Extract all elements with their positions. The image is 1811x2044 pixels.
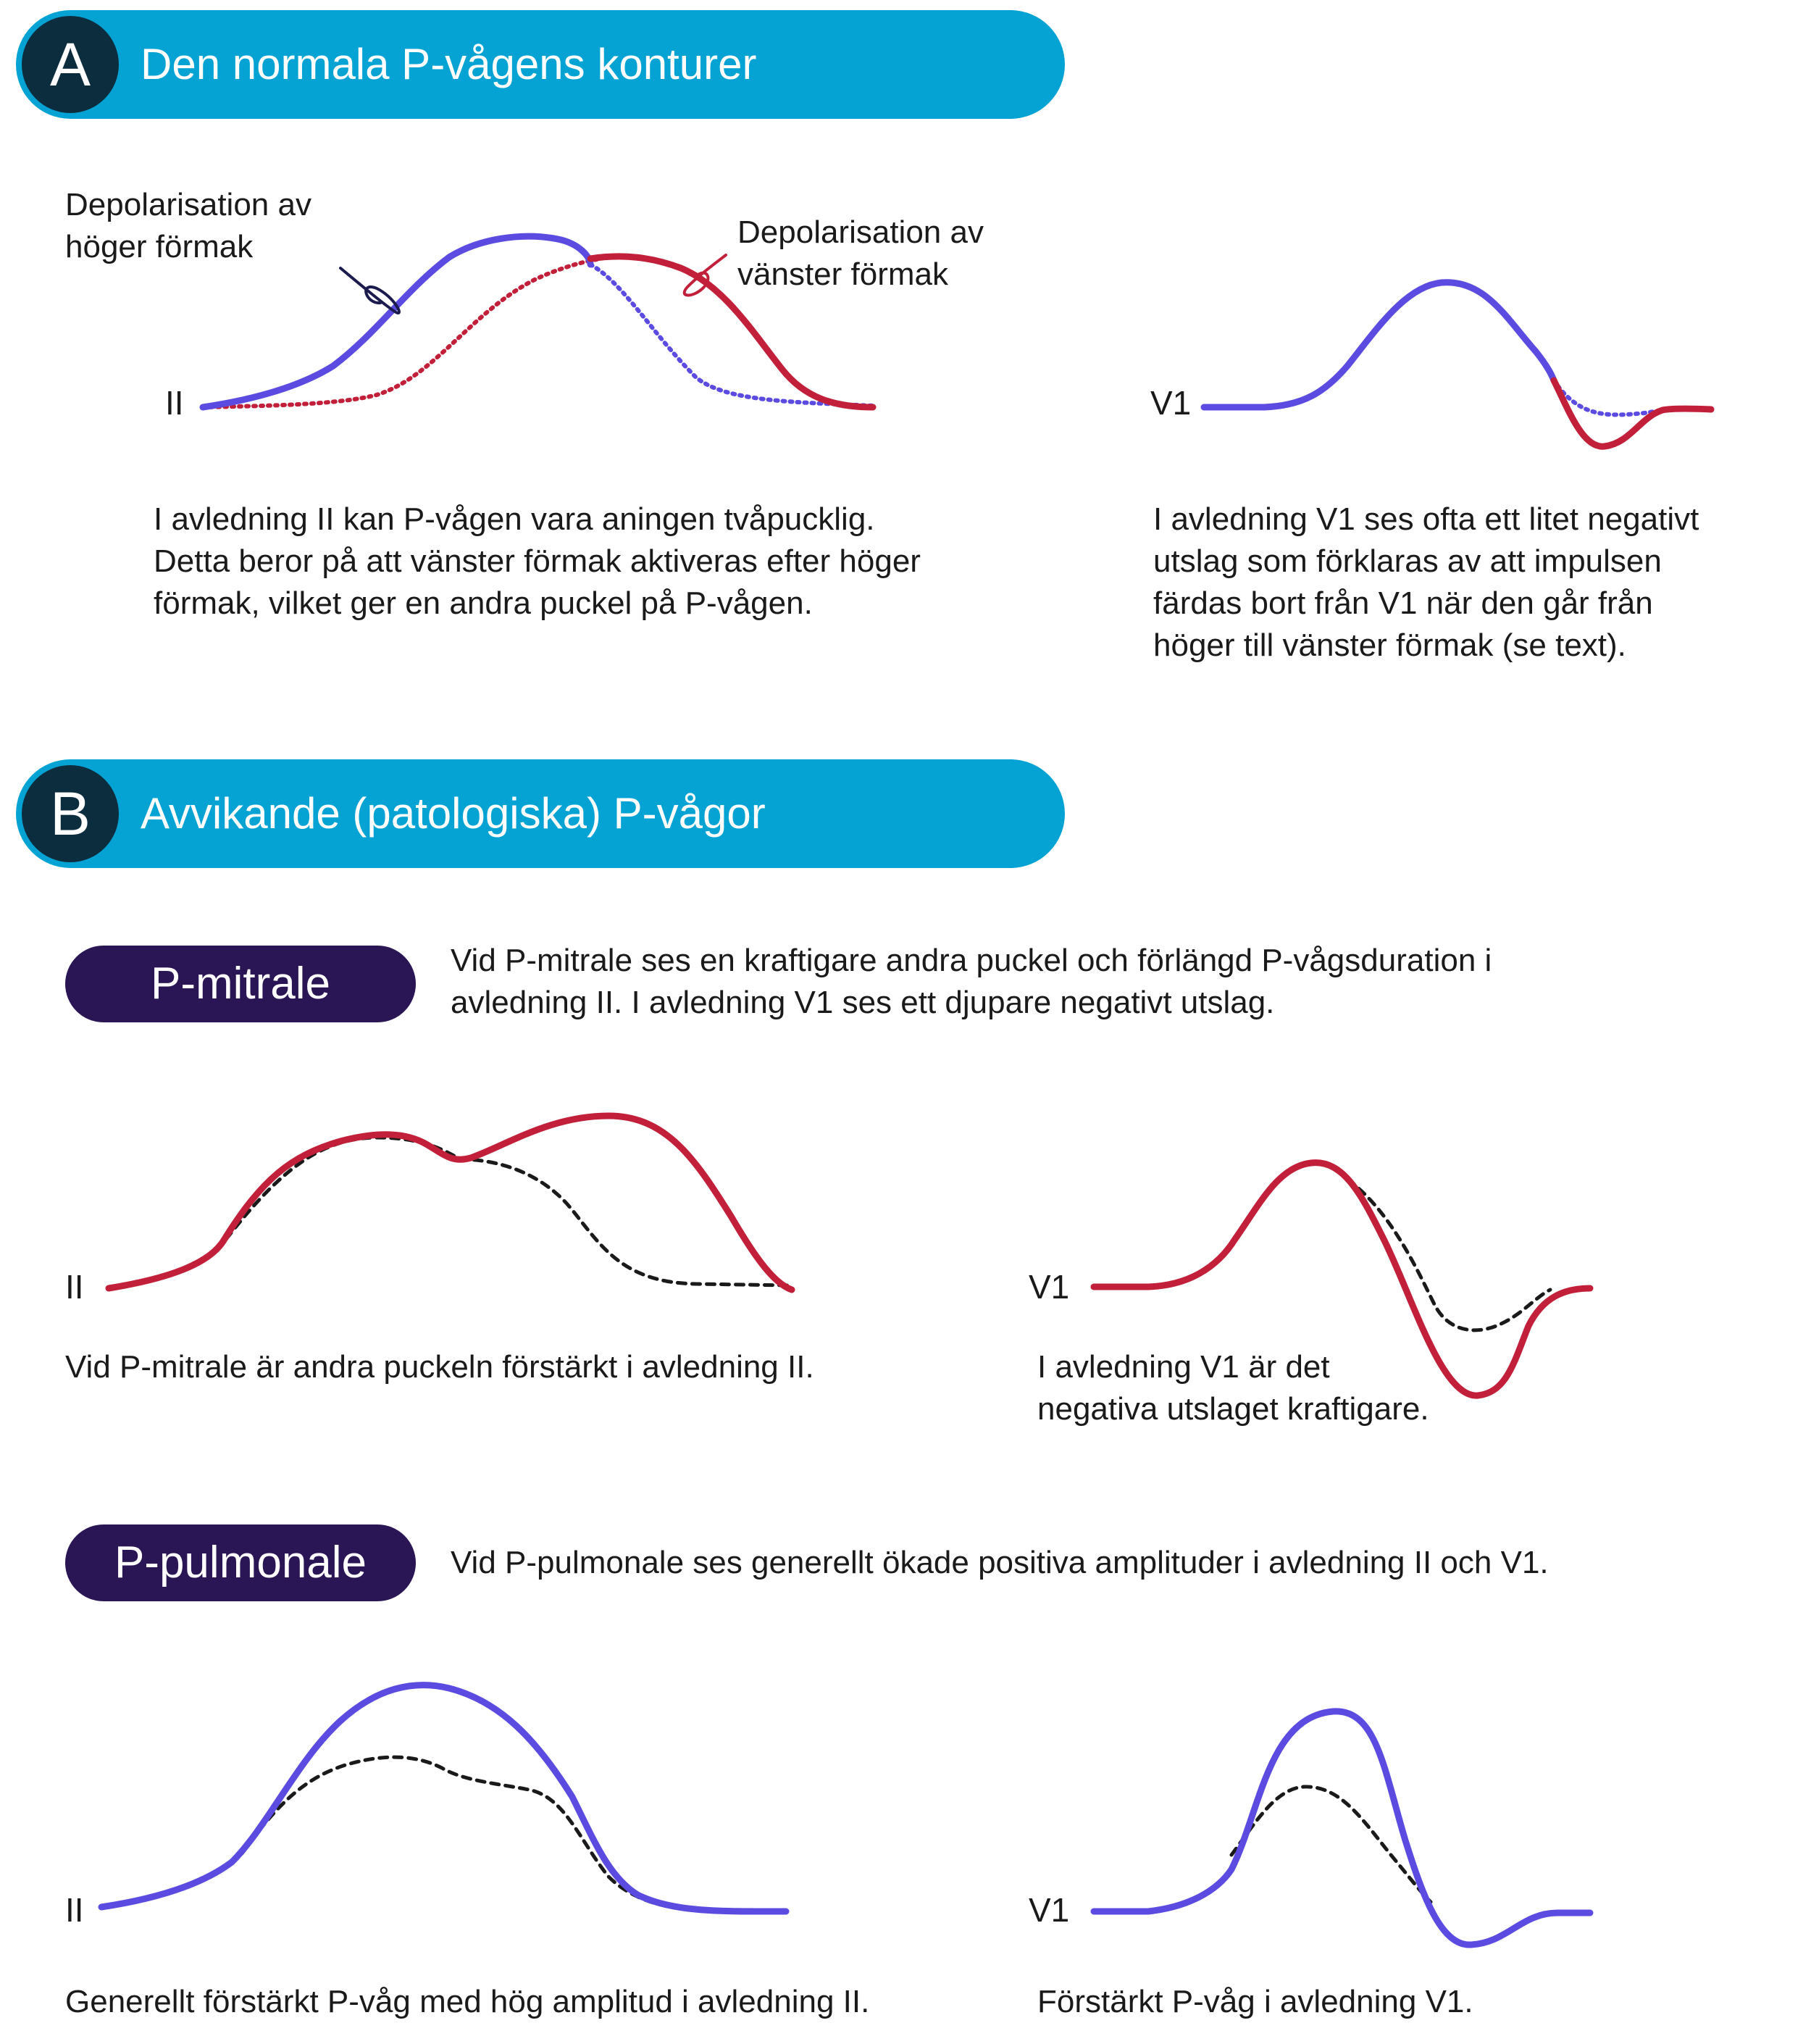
section-a-title: Den normala P-vågens konturer: [141, 40, 757, 88]
section-a-letter: A: [22, 16, 119, 113]
a-lead-v1-label: V1: [1150, 384, 1192, 422]
section-b-letter: B: [22, 765, 119, 862]
pulmonale-caption-v1: Förstärkt P-våg i avledning V1.: [1037, 1984, 1473, 2019]
p-pulmonale-pill: P-pulmonale: [65, 1524, 416, 1601]
a-ii-left-atrium-wave: [590, 256, 873, 407]
mitrale-lead-v1-label: V1: [1029, 1268, 1070, 1306]
a-ii-right-atrium-wave: [203, 236, 590, 407]
section-b-title: Avvikande (patologiska) P-vågor: [141, 789, 766, 838]
label-right-atrium: Depolarisation av höger förmak: [65, 187, 311, 264]
mitrale-ii-wave: [109, 1116, 792, 1290]
pulmonale-v1-reference-dashed: [1231, 1787, 1431, 1902]
mitrale-v1-reference-dashed: [1347, 1180, 1550, 1330]
a-text-ii: I avledning II kan P-vågen vara aningen tvåpucklig. Detta beror på att vänster förmak aktiveras efter höger förmak, vilket ger en andra puckel på P-vågen.: [154, 501, 921, 621]
pulmonale-lead-v1-label: V1: [1029, 1891, 1070, 1929]
pulmonale-ii-reference-dashed: [152, 1757, 786, 1911]
a-ii-left-atrium-dotted: [203, 259, 601, 407]
a-text-v1: I avledning V1 ses ofta ett litet negativt utslag som förklaras av att impulsen färdas bort från V1 när den går från höger till vänster förmak (se text).: [1153, 501, 1699, 663]
label-left-atrium: Depolarisation av vänster förmak: [737, 214, 984, 292]
mitrale-caption-v1: I avledning V1 är det negativa utslaget kraftigare.: [1037, 1349, 1429, 1427]
a-v1-right-atrium-wave: [1204, 283, 1554, 407]
pulmonale-caption-ii: Generellt förstärkt P-våg med hög amplitud i avledning II.: [65, 1984, 870, 2019]
a-ii-right-atrium-dotted: [590, 264, 873, 406]
p-mitrale-pill: P-mitrale: [65, 946, 416, 1022]
p-mitrale-description: Vid P-mitrale ses en kraftigare andra puckel och förlängd P-vågsduration i avledning II. I avledning V1 ses ett djupare negativt utslag.: [451, 943, 1492, 1020]
a-right-atrium-pointer: [340, 268, 399, 313]
pulmonale-ii-wave: [101, 1685, 786, 1911]
mitrale-v1-wave: [1094, 1163, 1590, 1396]
a-lead-ii-label: II: [165, 384, 184, 422]
mitrale-lead-ii-label: II: [65, 1268, 84, 1306]
mitrale-caption-ii: Vid P-mitrale är andra puckeln förstärkt i avledning II.: [65, 1349, 814, 1385]
p-pulmonale-description: Vid P-pulmonale ses generellt ökade positiva amplituder i avledning II och V1.: [451, 1545, 1549, 1580]
pulmonale-lead-ii-label: II: [65, 1891, 84, 1929]
pulmonale-v1-wave: [1094, 1711, 1590, 1945]
